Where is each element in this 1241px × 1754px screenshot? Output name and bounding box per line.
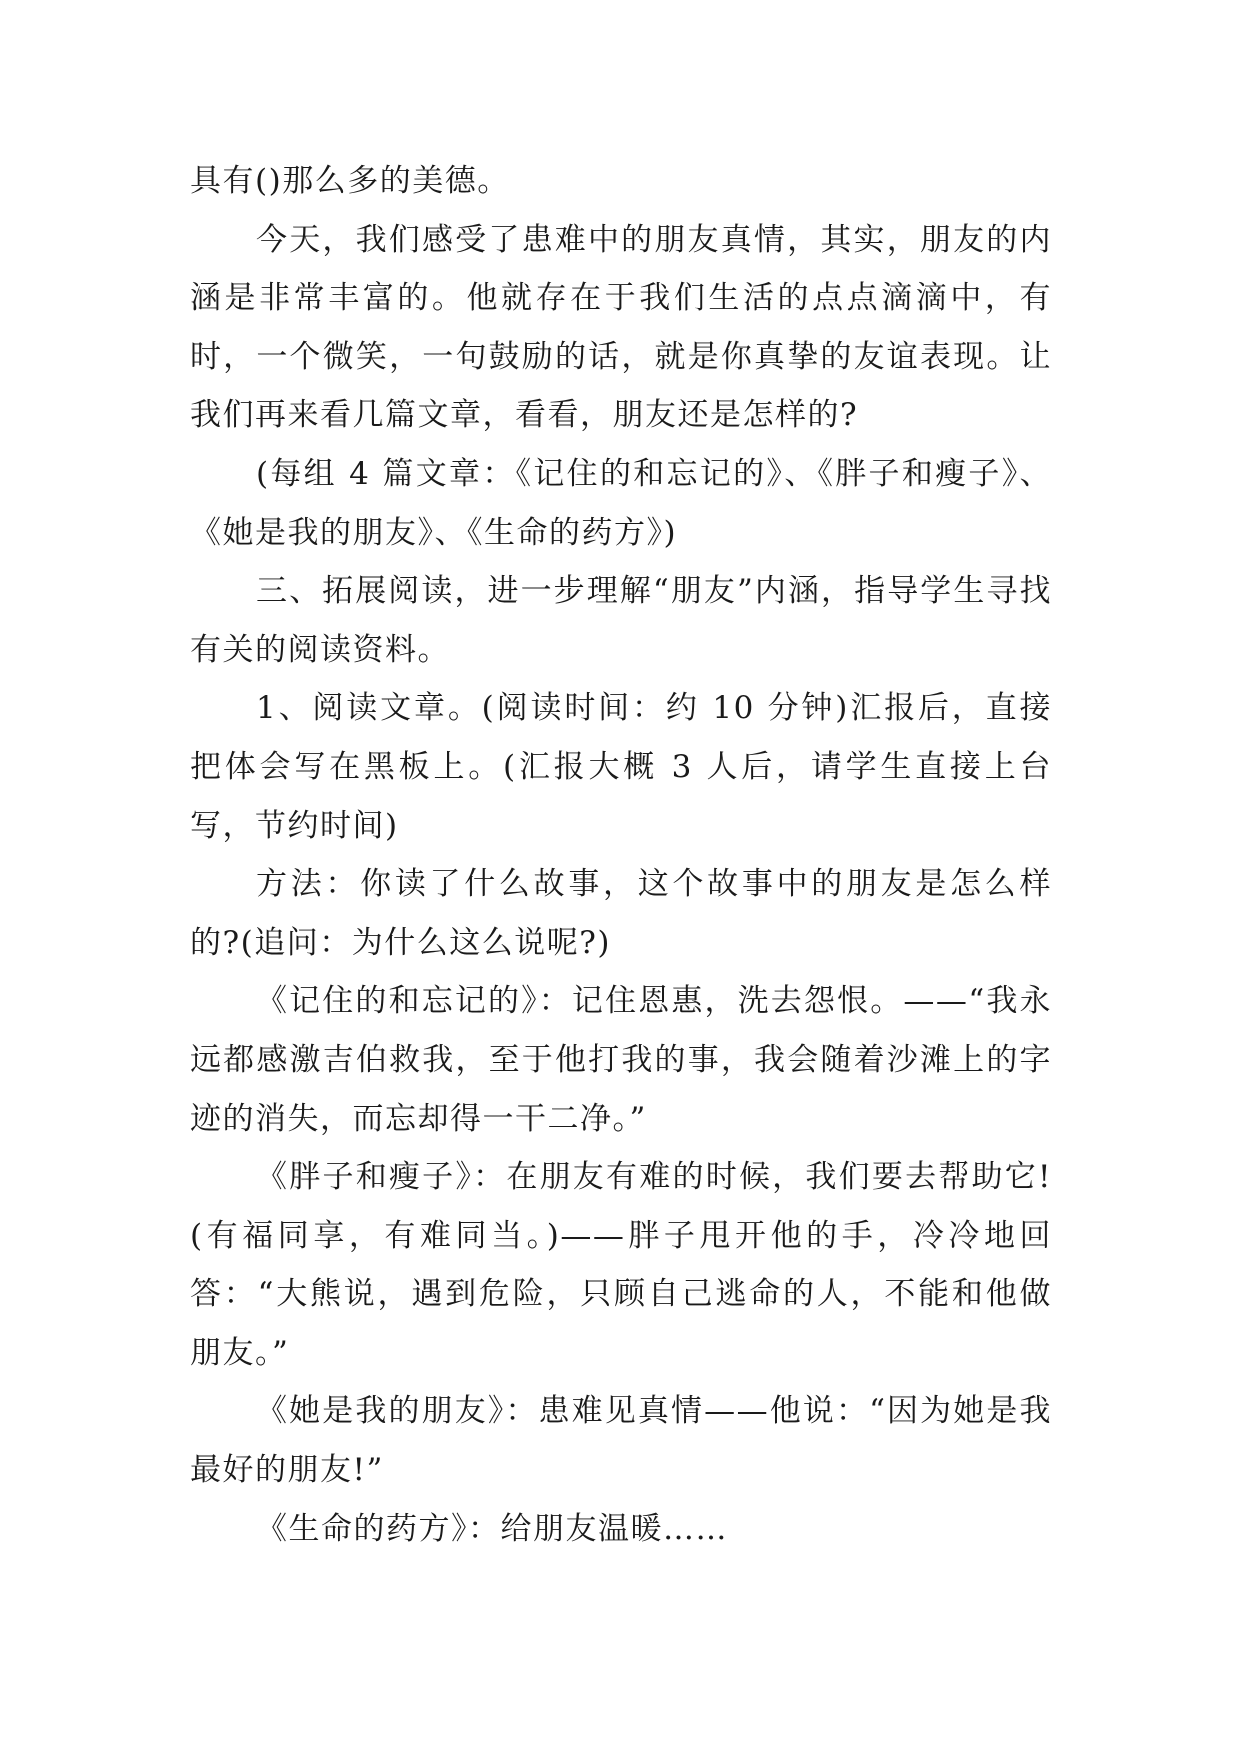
paragraph-step-one: 1、阅读文章。(阅读时间：约 10 分钟)汇报后，直接把体会写在黑板上。(汇报大概 3 人后，请学生直接上台写，节约时间): [190, 690, 1052, 844]
paragraph-article-remember-forget: 《记住的和忘记的》：记住恩惠，洗去怨恨。——“我永远都感激吉伯救我，至于他打我的事，我会随着沙滩上的字迹的消失，而忘却得一干二净。”: [190, 983, 1052, 1137]
paragraph-article-she-is-my-friend: 《她是我的朋友》：患难见真情——他说：“因为她是我最好的朋友!”: [190, 1393, 1052, 1489]
document-body: [190, 152, 1052, 1558]
paragraph-continuation: 具有()那么多的美德。: [190, 163, 510, 199]
paragraph-method: 方法：你读了什么故事，这个故事中的朋友是怎么样的?(追问：为什么这么说呢?): [190, 866, 1052, 961]
paragraph-section-three-heading: 三、拓展阅读，进一步理解“朋友”内涵，指导学生寻找有关的阅读资料。: [190, 573, 1052, 668]
paragraph-friendship-intro: 今天，我们感受了患难中的朋友真情，其实，朋友的内涵是非常丰富的。他就存在于我们生活的点点滴滴中，有时，一个微笑，一句鼓励的话，就是你真挚的友谊表现。让我们再来看几篇文章，看看，朋友还是怎样的?: [190, 221, 1052, 434]
paragraph-article-list: (每组 4 篇文章：《记住的和忘记的》、《胖子和瘦子》、《她是我的朋友》、《生命的药方》): [190, 455, 1052, 551]
paragraph-article-fat-thin: 《胖子和瘦子》：在朋友有难的时候，我们要去帮助它!(有福同享，有难同当。)——胖子甩开他的手，冷冷地回答：“大熊说，遇到危险，只顾自己逃命的人，不能和他做朋友。”: [190, 1159, 1052, 1371]
paragraph-article-prescription-of-life: 《生命的药方》：给朋友温暖……: [256, 1510, 728, 1547]
